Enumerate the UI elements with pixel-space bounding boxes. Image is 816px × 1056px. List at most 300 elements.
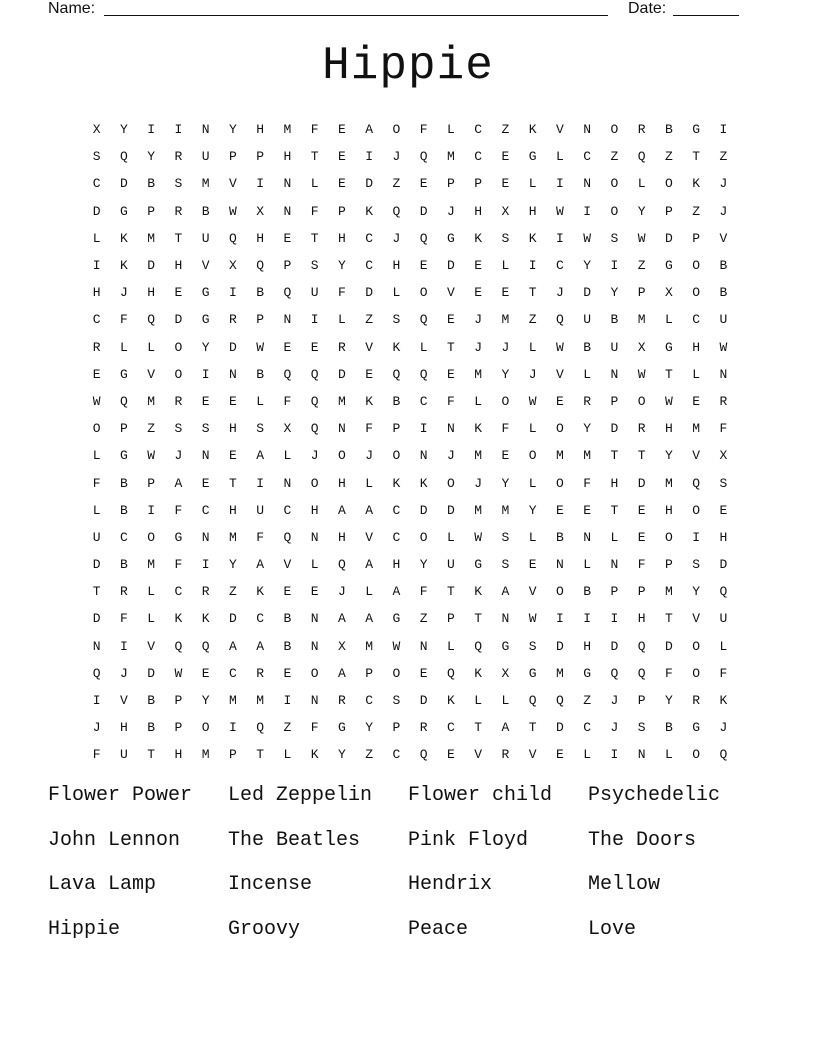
grid-letter: D: [555, 720, 564, 736]
grid-letter: C: [365, 258, 374, 274]
grid-letter: I: [610, 611, 619, 627]
grid-letter: Q: [692, 475, 701, 491]
grid-letter: M: [365, 638, 374, 654]
grid-letter: D: [147, 665, 156, 681]
grid-letter: O: [555, 475, 564, 491]
grid-letter: Y: [147, 149, 156, 165]
grid-letter: Y: [201, 339, 210, 355]
grid-letter: L: [474, 693, 483, 709]
grid-letter: F: [719, 421, 728, 437]
grid-letter: N: [419, 638, 428, 654]
grid-letter: B: [283, 611, 292, 627]
grid-letter: J: [446, 448, 455, 464]
grid-letter: A: [256, 557, 265, 573]
grid-letter: B: [256, 285, 265, 301]
grid-letter: W: [637, 230, 646, 246]
grid-letter: L: [337, 312, 346, 328]
grid-letter: R: [637, 421, 646, 437]
grid-letter: K: [419, 475, 428, 491]
grid-letter: G: [174, 529, 183, 545]
grid-letter: P: [664, 557, 673, 573]
grid-letter: L: [528, 529, 537, 545]
grid-letter: O: [392, 448, 401, 464]
grid-letter: W: [147, 448, 156, 464]
grid-letter: S: [501, 230, 510, 246]
grid-letter: J: [555, 285, 564, 301]
grid-letter: E: [365, 366, 374, 382]
grid-letter: Y: [583, 258, 592, 274]
grid-letter: D: [555, 638, 564, 654]
grid-letter: I: [147, 502, 156, 518]
grid-letter: F: [310, 122, 319, 138]
grid-letter: L: [664, 312, 673, 328]
grid-letter: R: [637, 122, 646, 138]
grid-letter: I: [174, 122, 183, 138]
grid-letter: V: [147, 366, 156, 382]
grid-letter: D: [419, 693, 428, 709]
grid-letter: F: [310, 203, 319, 219]
grid-letter: P: [256, 312, 265, 328]
grid-letter: E: [446, 747, 455, 763]
grid-letter: E: [201, 393, 210, 409]
grid-letter: J: [392, 230, 401, 246]
grid-letter: E: [228, 393, 237, 409]
grid-letter: B: [119, 557, 128, 573]
grid-letter: C: [392, 747, 401, 763]
grid-letter: C: [583, 720, 592, 736]
grid-letter: T: [610, 448, 619, 464]
grid-letter: B: [583, 339, 592, 355]
grid-letter: I: [528, 258, 537, 274]
grid-row: [83, 633, 737, 660]
grid-letter: K: [201, 611, 210, 627]
grid-letter: V: [719, 230, 728, 246]
grid-letter: B: [119, 475, 128, 491]
grid-letter: G: [119, 448, 128, 464]
grid-letter: K: [365, 203, 374, 219]
grid-letter: D: [664, 638, 673, 654]
grid-letter: O: [528, 448, 537, 464]
grid-letter: Q: [419, 312, 428, 328]
grid-letter: N: [610, 366, 619, 382]
grid-letter: H: [283, 149, 292, 165]
grid-letter: O: [692, 665, 701, 681]
grid-letter: I: [555, 176, 564, 192]
grid-letter: L: [310, 176, 319, 192]
grid-letter: J: [719, 176, 728, 192]
grid-letter: L: [583, 366, 592, 382]
grid-letter: Z: [692, 203, 701, 219]
grid-letter: C: [228, 665, 237, 681]
grid-letter: G: [474, 557, 483, 573]
grid-letter: I: [555, 230, 564, 246]
grid-letter: W: [719, 339, 728, 355]
grid-letter: E: [637, 502, 646, 518]
grid-letter: D: [446, 502, 455, 518]
grid-letter: E: [92, 366, 101, 382]
grid-letter: E: [555, 393, 564, 409]
grid-letter: R: [256, 665, 265, 681]
grid-letter: J: [610, 693, 619, 709]
grid-letter: U: [201, 230, 210, 246]
grid-letter: E: [501, 448, 510, 464]
grid-letter: A: [365, 502, 374, 518]
grid-letter: O: [419, 529, 428, 545]
grid-letter: I: [201, 557, 210, 573]
grid-letter: E: [174, 285, 183, 301]
grid-letter: J: [174, 448, 183, 464]
grid-letter: Q: [256, 720, 265, 736]
grid-letter: T: [664, 366, 673, 382]
grid-row: [83, 306, 737, 333]
grid-letter: Q: [283, 529, 292, 545]
grid-letter: C: [283, 502, 292, 518]
word-bank-item: Peace: [408, 918, 469, 942]
grid-letter: Q: [719, 584, 728, 600]
grid-letter: Q: [310, 393, 319, 409]
grid-letter: I: [92, 693, 101, 709]
grid-letter: T: [446, 584, 455, 600]
grid-letter: S: [501, 529, 510, 545]
grid-letter: G: [528, 149, 537, 165]
grid-letter: Y: [337, 747, 346, 763]
grid-letter: H: [147, 285, 156, 301]
word-bank-item: The Doors: [588, 828, 697, 852]
grid-letter: O: [201, 720, 210, 736]
grid-letter: E: [419, 176, 428, 192]
grid-letter: F: [446, 393, 455, 409]
grid-letter: I: [719, 122, 728, 138]
grid-letter: L: [365, 584, 374, 600]
word-bank-item: Psychedelic: [588, 784, 721, 807]
grid-letter: Z: [365, 747, 374, 763]
grid-letter: E: [228, 448, 237, 464]
grid-letter: S: [174, 176, 183, 192]
grid-letter: C: [201, 502, 210, 518]
grid-letter: F: [337, 285, 346, 301]
grid-letter: Z: [610, 149, 619, 165]
grid-letter: Q: [637, 638, 646, 654]
grid-letter: B: [555, 529, 564, 545]
grid-letter: O: [310, 475, 319, 491]
grid-row: [83, 524, 737, 551]
grid-letter: P: [365, 665, 374, 681]
grid-row: [83, 361, 737, 388]
grid-letter: P: [392, 720, 401, 736]
grid-letter: E: [337, 176, 346, 192]
grid-letter: V: [446, 285, 455, 301]
grid-letter: H: [337, 475, 346, 491]
grid-letter: Q: [119, 149, 128, 165]
grid-letter: L: [528, 339, 537, 355]
grid-letter: R: [719, 393, 728, 409]
grid-letter: B: [283, 638, 292, 654]
grid-letter: J: [474, 312, 483, 328]
grid-letter: Q: [201, 638, 210, 654]
grid-letter: J: [528, 366, 537, 382]
grid-letter: H: [392, 258, 401, 274]
grid-letter: T: [692, 149, 701, 165]
grid-letter: G: [664, 258, 673, 274]
grid-letter: Q: [446, 665, 455, 681]
grid-letter: D: [337, 366, 346, 382]
grid-letter: C: [392, 502, 401, 518]
grid-letter: E: [201, 475, 210, 491]
grid-letter: Q: [555, 693, 564, 709]
grid-letter: B: [201, 203, 210, 219]
grid-letter: W: [392, 638, 401, 654]
grid-letter: Z: [283, 720, 292, 736]
grid-letter: U: [119, 747, 128, 763]
grid-letter: P: [392, 421, 401, 437]
grid-letter: X: [637, 339, 646, 355]
grid-letter: E: [501, 176, 510, 192]
grid-letter: A: [256, 448, 265, 464]
grid-letter: A: [365, 122, 374, 138]
grid-letter: D: [365, 176, 374, 192]
grid-letter: A: [392, 584, 401, 600]
grid-letter: T: [528, 720, 537, 736]
grid-letter: I: [119, 638, 128, 654]
grid-letter: O: [310, 665, 319, 681]
grid-letter: L: [719, 638, 728, 654]
grid-letter: H: [583, 638, 592, 654]
grid-letter: T: [147, 747, 156, 763]
grid-letter: M: [201, 747, 210, 763]
grid-row: [83, 660, 737, 687]
grid-letter: C: [392, 529, 401, 545]
grid-letter: N: [92, 638, 101, 654]
grid-letter: Y: [583, 421, 592, 437]
grid-letter: O: [419, 285, 428, 301]
grid-letter: E: [501, 285, 510, 301]
grid-letter: X: [337, 638, 346, 654]
grid-letter: E: [474, 258, 483, 274]
grid-letter: L: [446, 529, 455, 545]
grid-letter: I: [228, 285, 237, 301]
grid-letter: M: [256, 693, 265, 709]
grid-letter: S: [501, 557, 510, 573]
grid-letter: R: [501, 747, 510, 763]
header: [48, 0, 768, 20]
page-title: Hippie: [322, 40, 494, 92]
grid-letter: I: [310, 312, 319, 328]
grid-letter: J: [337, 584, 346, 600]
grid-letter: H: [256, 122, 265, 138]
grid-letter: B: [147, 693, 156, 709]
grid-letter: R: [174, 149, 183, 165]
grid-letter: M: [555, 448, 564, 464]
grid-row: [83, 605, 737, 632]
grid-letter: Q: [719, 747, 728, 763]
grid-letter: K: [474, 665, 483, 681]
grid-letter: A: [337, 611, 346, 627]
grid-letter: U: [610, 339, 619, 355]
grid-letter: F: [92, 747, 101, 763]
grid-letter: L: [501, 693, 510, 709]
grid-letter: H: [310, 502, 319, 518]
grid-letter: W: [228, 203, 237, 219]
grid-letter: P: [283, 258, 292, 274]
grid-letter: D: [119, 176, 128, 192]
grid-letter: N: [337, 421, 346, 437]
grid-letter: H: [664, 421, 673, 437]
grid-letter: M: [583, 448, 592, 464]
grid-letter: I: [256, 475, 265, 491]
grid-letter: K: [119, 230, 128, 246]
grid-letter: Y: [528, 502, 537, 518]
grid-letter: B: [610, 312, 619, 328]
grid-letter: Q: [392, 366, 401, 382]
grid-letter: Q: [555, 312, 564, 328]
grid-letter: N: [228, 366, 237, 382]
grid-letter: K: [474, 584, 483, 600]
grid-letter: W: [92, 393, 101, 409]
grid-letter: M: [474, 448, 483, 464]
grid-letter: M: [664, 584, 673, 600]
word-bank-item: Led Zeppelin: [228, 784, 373, 807]
grid-letter: C: [474, 122, 483, 138]
grid-letter: E: [310, 584, 319, 600]
grid-letter: C: [692, 312, 701, 328]
grid-letter: L: [310, 557, 319, 573]
grid-letter: L: [119, 339, 128, 355]
grid-letter: I: [365, 149, 374, 165]
grid-letter: Q: [228, 230, 237, 246]
grid-letter: S: [610, 230, 619, 246]
grid-letter: M: [147, 393, 156, 409]
grid-letter: R: [174, 393, 183, 409]
grid-letter: E: [692, 393, 701, 409]
grid-letter: T: [446, 339, 455, 355]
grid-letter: S: [392, 312, 401, 328]
grid-letter: J: [119, 665, 128, 681]
grid-letter: J: [610, 720, 619, 736]
grid-letter: W: [555, 339, 564, 355]
grid-letter: I: [583, 203, 592, 219]
grid-letter: K: [392, 475, 401, 491]
grid-letter: N: [310, 529, 319, 545]
grid-letter: J: [310, 448, 319, 464]
grid-letter: K: [719, 693, 728, 709]
grid-letter: E: [337, 122, 346, 138]
grid-letter: X: [92, 122, 101, 138]
grid-letter: E: [555, 747, 564, 763]
grid-letter: N: [501, 611, 510, 627]
grid-letter: E: [528, 557, 537, 573]
grid-letter: K: [474, 230, 483, 246]
grid-letter: F: [501, 421, 510, 437]
grid-letter: O: [610, 122, 619, 138]
grid-letter: L: [664, 747, 673, 763]
grid-letter: T: [474, 611, 483, 627]
grid-letter: L: [147, 584, 156, 600]
grid-letter: D: [92, 203, 101, 219]
grid-letter: R: [174, 203, 183, 219]
grid-letter: M: [637, 312, 646, 328]
grid-letter: K: [174, 611, 183, 627]
grid-letter: T: [474, 720, 483, 736]
grid-letter: O: [446, 475, 455, 491]
grid-letter: Q: [283, 285, 292, 301]
grid-letter: T: [310, 149, 319, 165]
grid-letter: F: [119, 312, 128, 328]
grid-letter: A: [501, 584, 510, 600]
grid-letter: H: [692, 339, 701, 355]
grid-letter: P: [610, 393, 619, 409]
grid-row: [83, 198, 737, 225]
grid-letter: G: [692, 122, 701, 138]
grid-letter: Q: [92, 665, 101, 681]
grid-letter: C: [583, 149, 592, 165]
grid-letter: X: [228, 258, 237, 274]
grid-letter: T: [256, 747, 265, 763]
grid-letter: F: [283, 393, 292, 409]
grid-letter: F: [419, 584, 428, 600]
grid-letter: L: [256, 393, 265, 409]
word-bank-item: The Beatles: [228, 828, 361, 852]
grid-letter: X: [501, 665, 510, 681]
grid-letter: L: [474, 393, 483, 409]
grid-letter: K: [365, 393, 374, 409]
grid-letter: Z: [583, 693, 592, 709]
grid-letter: L: [147, 339, 156, 355]
grid-letter: E: [419, 665, 428, 681]
grid-letter: O: [664, 529, 673, 545]
grid-letter: Q: [310, 421, 319, 437]
grid-letter: H: [528, 203, 537, 219]
grid-letter: Q: [283, 366, 292, 382]
grid-letter: O: [174, 339, 183, 355]
grid-letter: B: [392, 393, 401, 409]
grid-letter: Z: [501, 122, 510, 138]
grid-letter: P: [147, 475, 156, 491]
grid-letter: S: [256, 421, 265, 437]
grid-letter: N: [201, 529, 210, 545]
grid-row: [83, 714, 737, 741]
grid-letter: T: [664, 611, 673, 627]
grid-letter: M: [228, 693, 237, 709]
grid-letter: J: [119, 285, 128, 301]
grid-letter: O: [610, 203, 619, 219]
grid-letter: D: [228, 611, 237, 627]
grid-letter: Q: [147, 312, 156, 328]
grid-letter: D: [147, 258, 156, 274]
grid-letter: Y: [664, 693, 673, 709]
grid-letter: G: [446, 230, 455, 246]
grid-letter: L: [92, 230, 101, 246]
grid-letter: F: [583, 475, 592, 491]
grid-letter: L: [555, 149, 564, 165]
grid-letter: M: [474, 502, 483, 518]
grid-letter: P: [228, 747, 237, 763]
grid-letter: O: [637, 393, 646, 409]
grid-letter: A: [256, 638, 265, 654]
grid-letter: L: [528, 475, 537, 491]
grid-letter: M: [147, 557, 156, 573]
grid-letter: Z: [528, 312, 537, 328]
grid-letter: H: [119, 720, 128, 736]
grid-letter: F: [92, 475, 101, 491]
grid-letter: N: [446, 421, 455, 437]
grid-letter: A: [228, 638, 237, 654]
grid-letter: N: [283, 176, 292, 192]
grid-letter: I: [692, 529, 701, 545]
grid-letter: I: [583, 611, 592, 627]
grid-letter: O: [555, 584, 564, 600]
grid-letter: M: [446, 149, 455, 165]
grid-letter: Z: [365, 312, 374, 328]
